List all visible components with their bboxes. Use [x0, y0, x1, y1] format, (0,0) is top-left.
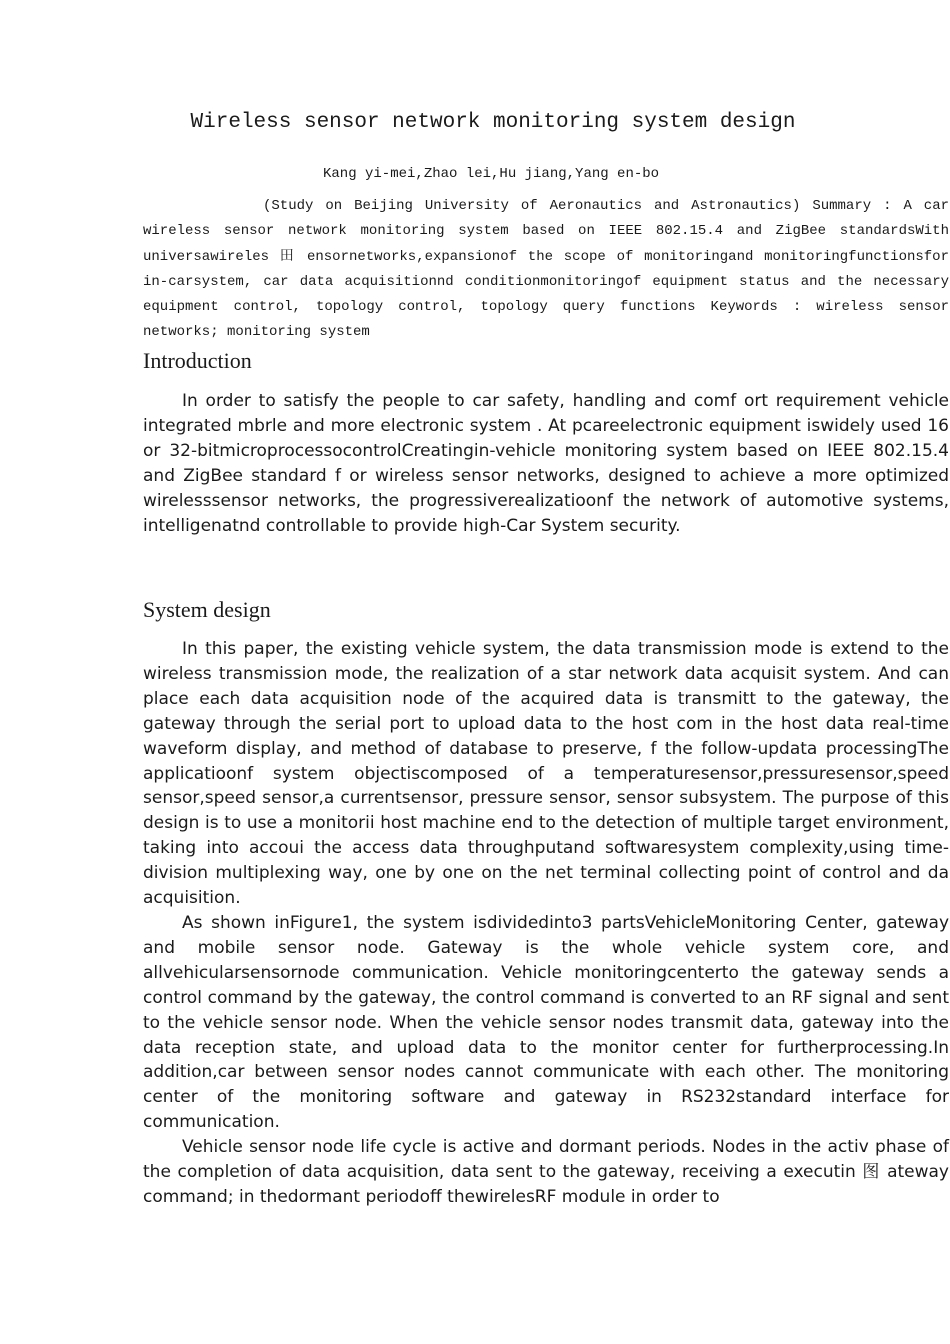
paragraph: As shown inFigure1, the system isdividedinto3 partsVehicleMonitoring Center, gateway and mobile sensor node. Gateway is the whole vehicle system core, and allvehicularsensornode communication. Vehicle monitoringcenterto the gateway sends a control command by the gateway, the control command is converted to an RF signal and sent to the vehicle sensor node. When the vehicle sensor nodes transmit data, gateway into the data reception state, and upload data to the monitor center for furtherprocessing.In addition,car between sensor nodes cannot communicate with each other. The monitoring center of the monitoring software and gateway in RS232standard interface for communication. — [143, 912, 949, 1133]
system-design-body — [143, 637, 949, 1210]
paper-title: Wireless sensor network monitoring system design — [190, 111, 796, 134]
introduction-body — [143, 389, 949, 538]
section-heading-introduction: Introduction — [143, 348, 252, 373]
author-list: Kang yi-mei,Zhao lei,Hu jiang,Yang en-bo — [323, 166, 660, 182]
section-heading-system-design: System design — [143, 597, 271, 622]
abstract — [143, 194, 949, 346]
paragraph: In order to satisfy the people to car safety, handling and comf ort requirement vehicle integrated mbrle and more electronic system . At pcareelectronic equipment iswidely used 16 or 32-bitmicroprocessocontrolCreatingin-vehicle monitoring system based on IEEE 802.15.4 and ZigBee standard f or wireless sensor networks, designed to achieve a more optimized wirelesssensor networks, the progressiverealizatioonf the network of automotive systems, intelligenatnd controllable to provide high-Car System security. — [143, 391, 949, 536]
abstract-text: (Study on Beijing University of Aeronautics and Astronautics) Summary : A car wireless sensor network monitoring system based on IEEE 802.15.4 and ZigBee standardsWith universawireles 田 ensornetworks,expansionof the scope of monitoringand monitoringfunctionsfor in-carsystem, car data acquisitionnd conditionmonitoringof equipment status and the necessary equipment control, topology control, topology query functions Keywords : wireless sensor networks; monitoring system — [143, 198, 949, 341]
paragraph: In this paper, the existing vehicle system, the data transmission mode is extend to the wireless transmission mode, the realization of a star network data acquisit system. And can place each data acquisition node of the acquired data is transmitt to the gateway, the gateway through the serial port to upload data to the host com in the host data real-time waveform display, and method of database to preserve, f the follow-updata processingThe applicatioonf system objectiscomposed of a temperaturesensor,pressuresensor,speed sensor,speed sensor,a currentsensor, pressure sensor, sensor subsystem. The purpose of this design is to use a monitorii host machine end to the detection of multiple target environment, taking into accoui the access data throughputand softwaresystem complexity,using time-division multiplexing way, one by one on the net terminal collecting point of control and da acquisition. — [143, 639, 949, 909]
paragraph: Vehicle sensor node life cycle is active and dormant periods. Nodes in the activ phase of the completion of data acquisition, data sent to the gateway, receiving a executin 图 ateway command; in thedormant periodoff thewirelesRF module in order to — [143, 1137, 949, 1207]
